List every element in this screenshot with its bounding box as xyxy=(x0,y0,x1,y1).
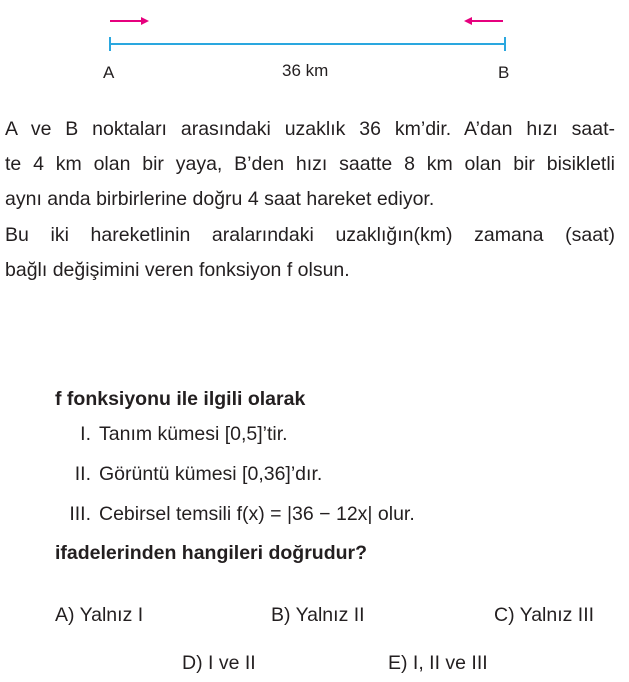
segment-ab xyxy=(110,37,505,51)
statement-numeral: II. xyxy=(74,463,91,485)
distance-label: 36 km xyxy=(282,61,329,80)
choice-a[interactable]: A) Yalnız I xyxy=(55,604,144,626)
problem-paragraph-1 xyxy=(5,112,615,217)
problem-line: te 4 km olan bir yaya, B’den hızı saatte 8 km olan bir bisikletli xyxy=(5,153,615,175)
choice-e[interactable]: E) I, II ve III xyxy=(388,652,488,674)
point-b-label: B xyxy=(498,63,510,82)
arrow-left-icon xyxy=(464,17,503,25)
distance-diagram xyxy=(0,0,629,90)
problem-line: bağlı değişimini veren fonksiyon f olsun. xyxy=(5,259,350,281)
choice-b[interactable]: B) Yalnız II xyxy=(271,604,365,626)
choice-c[interactable]: C) Yalnız III xyxy=(494,604,595,626)
statement-numeral: III. xyxy=(69,503,91,525)
question-lead: f fonksiyonu ile ilgili olarak xyxy=(55,388,306,410)
statement-2 xyxy=(55,454,615,494)
problem-paragraph-2 xyxy=(5,218,615,288)
arrow-right-icon xyxy=(110,17,149,25)
statement-numeral: I. xyxy=(80,423,91,445)
problem-line: Bu iki hareketlinin aralarındaki uzaklığın(km) zamana (saat) xyxy=(5,224,615,246)
problem-line: A ve B noktaları arasındaki uzaklık 36 km’dir. A’dan hızı saat- xyxy=(5,118,615,140)
statement-text: Cebirsel temsili f(x) = |36 − 12x| olur. xyxy=(99,503,415,525)
choice-d[interactable]: D) I ve II xyxy=(182,652,256,674)
statement-3 xyxy=(55,494,615,534)
statement-1 xyxy=(55,414,615,454)
question-prompt: ifadelerinden hangileri doğrudur? xyxy=(55,542,368,564)
statement-text: Görüntü kümesi [0,36]’dır. xyxy=(99,463,323,485)
statement-text: Tanım kümesi [0,5]’tir. xyxy=(99,423,288,445)
problem-line: aynı anda birbirlerine doğru 4 saat hareket ediyor. xyxy=(5,188,435,210)
point-a-label: A xyxy=(103,63,115,82)
question-block xyxy=(55,384,615,568)
